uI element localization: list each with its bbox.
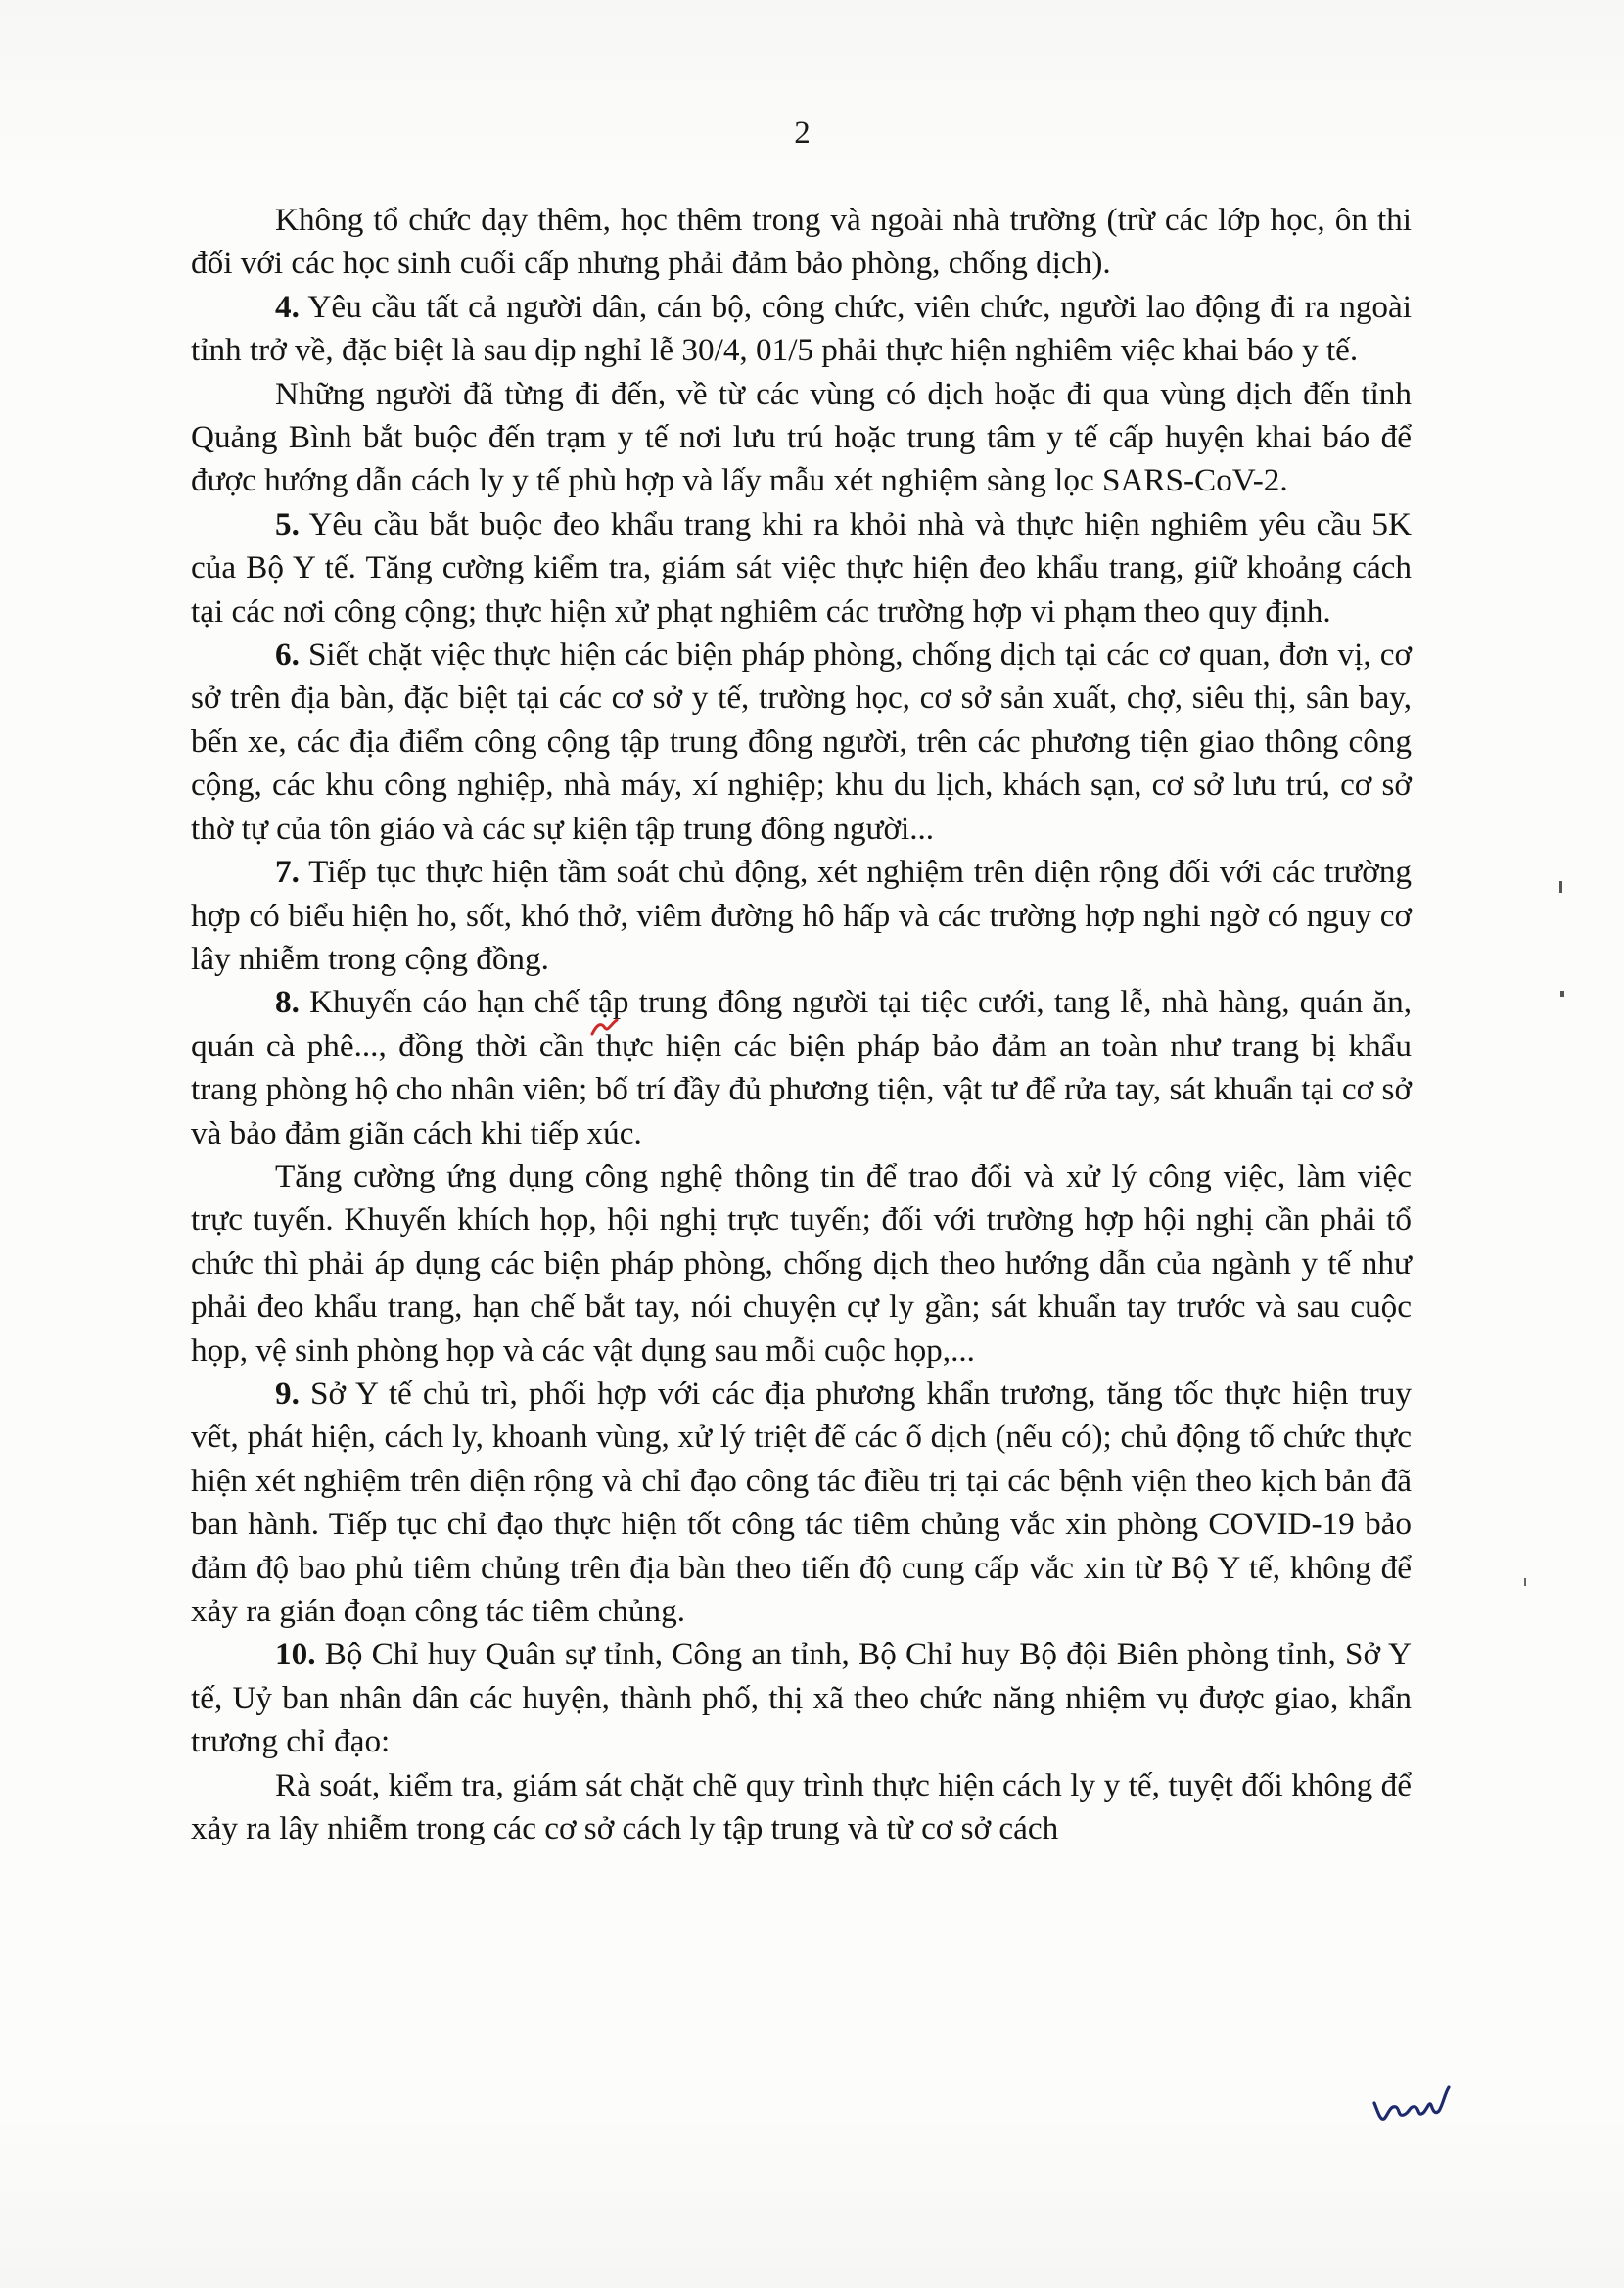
- item-number: 4.: [275, 288, 300, 325]
- paragraph: Những người đã từng đi đến, về từ các vùng có dịch hoặc đi qua vùng dịch đến tỉnh Quảng Bình bắt buộc đến trạm y tế nơi lưu trú hoặc trung tâm y tế cấp huyện khai báo để được hướng dẫn cách ly y tế phù hợp và lấy mẫu xét nghiệm sàng lọc SARS-CoV-2.: [191, 375, 1412, 499]
- paragraph-item-7: 7. Tiếp tục thực hiện tầm soát chủ động, xét nghiệm trên diện rộng đối với các trường hợp có biểu hiện ho, sốt, khó thở, viêm đường hô hấp và các trường hợp nghi ngờ có nguy cơ lây nhiễm trong cộng đồng.: [191, 854, 1413, 977]
- paragraph: Không tổ chức dạy thêm, học thêm trong và ngoài nhà trường (trừ các lớp học, ôn thi đối với các học sinh cuối cấp nhưng phải đảm bảo phòng, chống dịch).: [191, 202, 1412, 282]
- paragraph-item-5: 5. Yêu cầu bắt buộc đeo khẩu trang khi ra khỏi nhà và thực hiện nghiêm yêu cầu 5K của Bộ Y tế. Tăng cường kiểm tra, giám sát việc thực hiện đeo khẩu trang, giữ khoảng cách tại các nơi công cộng; thực hiện xử phạt nghiêm các trường hợp vi phạm theo quy định.: [191, 505, 1412, 630]
- paragraph: Tăng cường ứng dụng công nghệ thông tin để trao đổi và xử lý công việc, làm việc trực tuyến. Khuyến khích họp, hội nghị trực tuyến; đối với trường hợp hội nghị cần phải tổ chức thì phải áp dụng các biện pháp phòng, chống dịch theo hướng dẫn của ngành y tế như phải đeo khẩu trang, hạn chế bắt tay, nói chuyện cự ly gần; sát khuẩn tay trước và sau cuộc họp, vệ sinh phòng họp và các vật dụng sau mỗi cuộc họp,...: [191, 1157, 1412, 1369]
- item-number: 9.: [275, 1375, 300, 1412]
- scan-speck: [1559, 881, 1562, 893]
- item-number: 10.: [275, 1636, 316, 1673]
- document-body: [191, 199, 1412, 1850]
- paragraph-item-8: 8. Khuyến cáo hạn chế tập trung đông người tại tiệc cưới, tang lễ, nhà hàng, quán ăn, quán cà phê..., đồng thời cần thực hiện các biện pháp bảo đảm an toàn như trang bị khẩu trang phòng hộ cho nhân viên; bố trí đầy đủ phương tiện, vật tư để rửa tay, sát khuẩn tại cơ sở và bảo đảm giãn cách khi tiếp xúc.: [191, 984, 1413, 1151]
- page-number: 2: [794, 116, 811, 151]
- paragraph-item-9: 9. Sở Y tế chủ trì, phối hợp với các địa phương khẩn trương, tăng tốc thực hiện truy vết, phát hiện, cách ly, khoanh vùng, xử lý triệt để các ổ dịch (nếu có); chủ động tổ chức thực hiện xét nghiệm trên diện rộng và chỉ đạo công tác điều trị tại các bệnh viện theo kịch bản đã ban hành. Tiếp tục chỉ đạo thực hiện tốt công tác tiêm chủng vắc xin phòng COVID-19 bảo đảm độ bao phủ tiêm chủng trên địa bàn theo tiến độ cung cấp vắc xin từ Bộ Y tế, không để xảy ra gián đoạn công tác tiêm chủng.: [191, 1375, 1413, 1629]
- item-number: 6.: [275, 636, 300, 674]
- red-pen-mark: [589, 1016, 621, 1042]
- handwritten-initials-mark: [1370, 2083, 1459, 2130]
- scan-speck: [1524, 1578, 1526, 1586]
- paragraph-item-4: 4. Yêu cầu tất cả người dân, cán bộ, công chức, viên chức, người lao động đi ra ngoài tỉnh trở về, đặc biệt là sau dịp nghỉ lễ 30/4, 01/5 phải thực hiện nghiêm việc khai báo y tế.: [191, 288, 1412, 369]
- paragraph-item-10: 10. Bộ Chỉ huy Quân sự tỉnh, Công an tỉnh, Bộ Chỉ huy Bộ đội Biên phòng tỉnh, Sở Y tế, Uỷ ban nhân dân các huyện, thành phố, thị xã theo chức năng nhiệm vụ được giao, khẩn trương chỉ đạo:: [191, 1636, 1413, 1760]
- paragraph-item-6: 6. Siết chặt việc thực hiện các biện pháp phòng, chống dịch tại các cơ quan, đơn vị, cơ sở trên địa bàn, đặc biệt tại các cơ sở y tế, trường học, cơ sở sản xuất, chợ, siêu thị, sân bay, bến xe, các địa điểm công cộng tập trung đông người, trên các phương tiện giao thông công cộng, các khu công nghiệp, nhà máy, xí nghiệp; khu du lịch, khách sạn, cơ sở lưu trú, cơ sở thờ tự của tôn giáo và các sự kiện tập trung đông người...: [191, 636, 1412, 847]
- paragraph: Rà soát, kiểm tra, giám sát chặt chẽ quy trình thực hiện cách ly y tế, tuyệt đối không để xảy ra lây nhiễm trong các cơ sở cách ly tập trung và từ cơ sở cách: [191, 1766, 1412, 1847]
- item-number: 7.: [275, 854, 300, 891]
- item-number: 8.: [275, 984, 300, 1021]
- scan-speck: [1560, 991, 1564, 997]
- item-number: 5.: [275, 505, 300, 542]
